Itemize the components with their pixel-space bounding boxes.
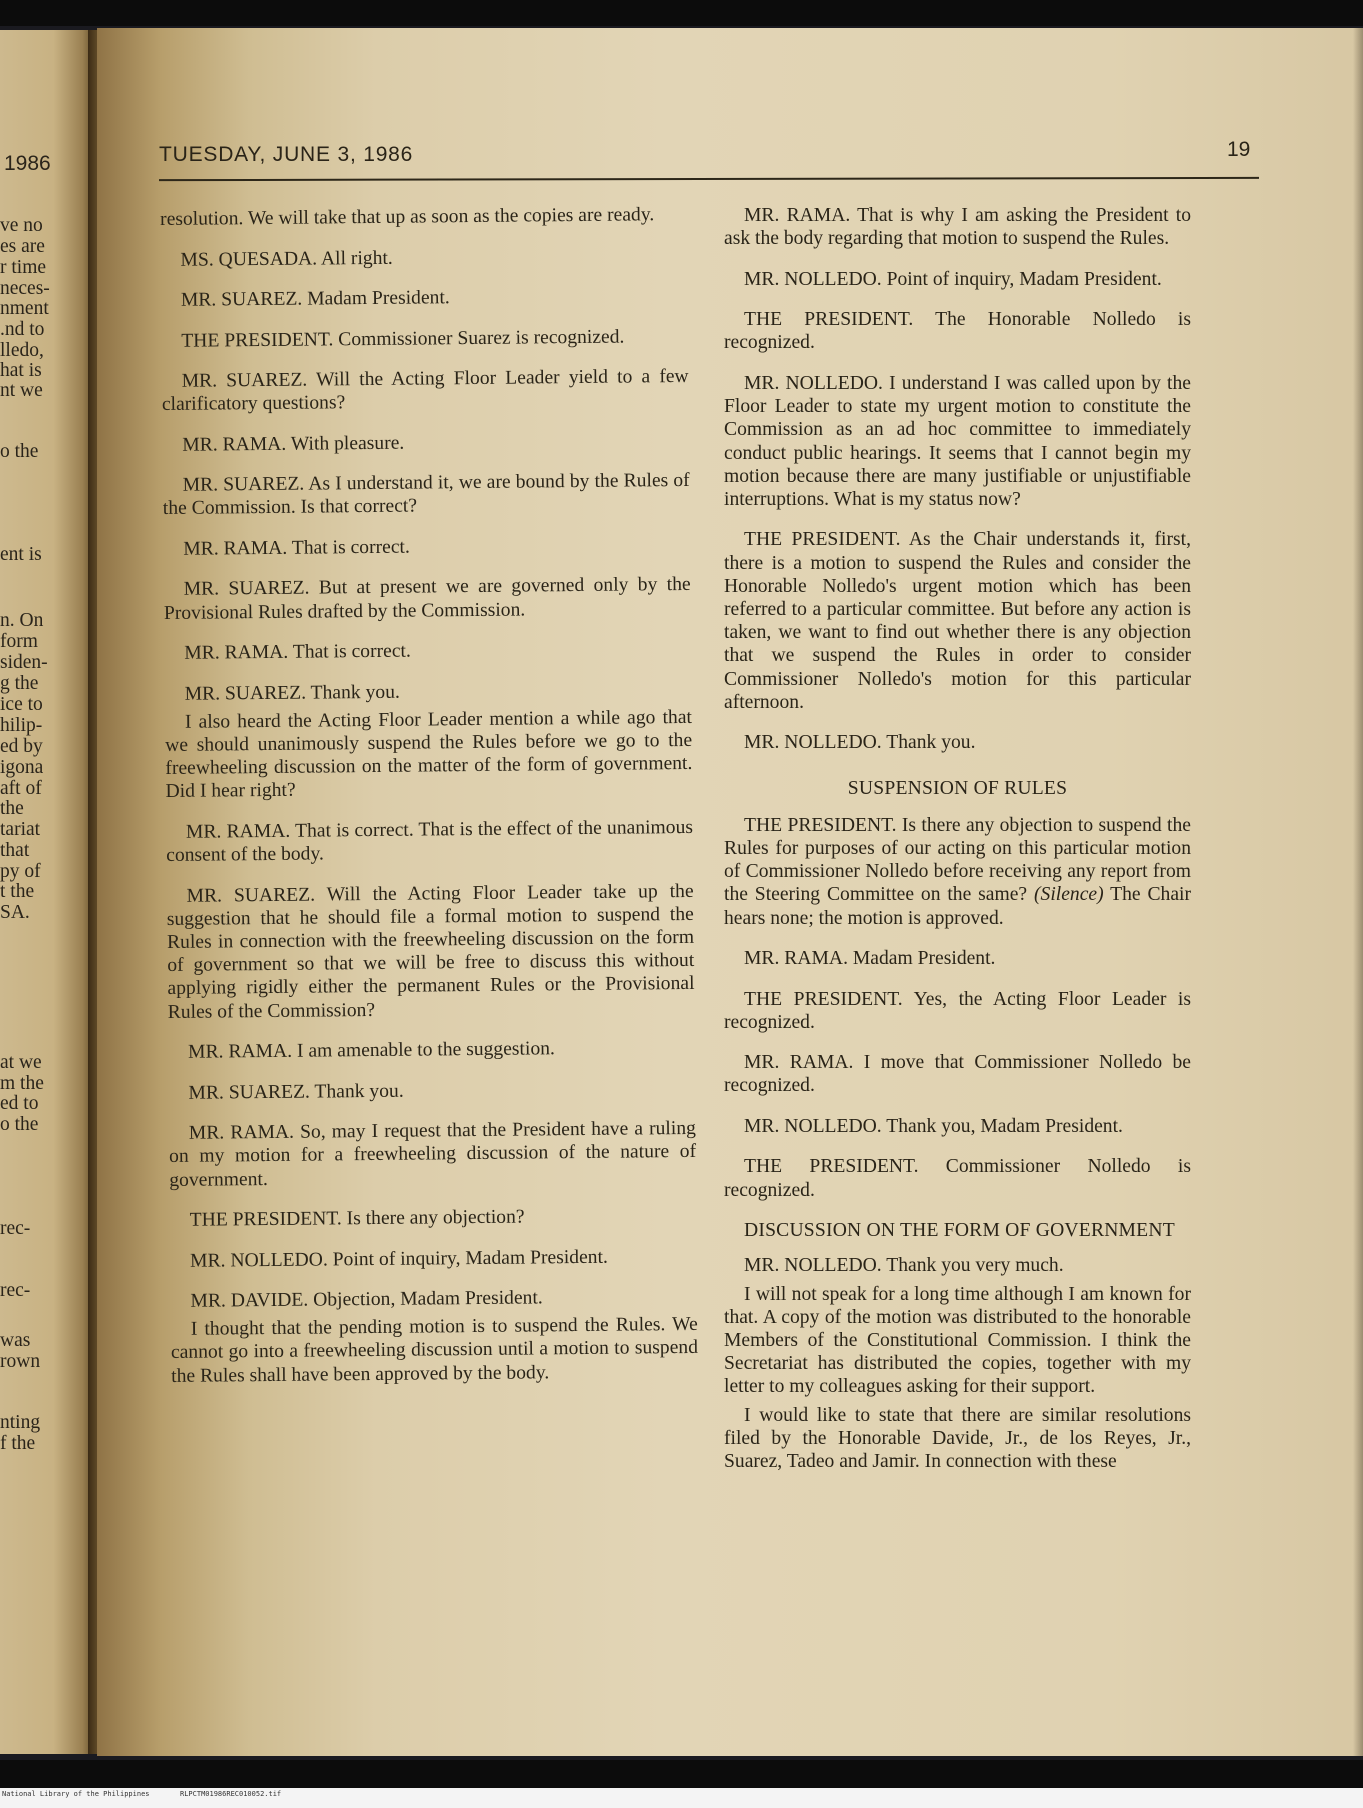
left-page-fragment: ice to bbox=[0, 694, 43, 715]
book-spread bbox=[0, 26, 1363, 1760]
left-page-fragment: hilip- bbox=[0, 715, 43, 736]
transcript-paragraph: MR. DAVIDE. Objection, Madam President. bbox=[190, 1287, 543, 1312]
page-number: 19 bbox=[1227, 138, 1251, 161]
transcript-paragraph: MR. NOLLEDO. Point of inquiry, Madam President. bbox=[190, 1246, 608, 1272]
left-page-fragment: hat is bbox=[0, 360, 42, 381]
left-page-fragment: neces- bbox=[0, 278, 50, 299]
transcript-paragraph: MR. RAMA. With pleasure. bbox=[182, 432, 405, 456]
page-header-date: TUESDAY, JUNE 3, 1986 bbox=[159, 143, 414, 166]
left-page-fragment: was bbox=[0, 1330, 31, 1351]
left-page-fragment: the bbox=[0, 798, 24, 819]
transcript-paragraph: MR. RAMA. So, may I request that the President have a ruling on my motion for a freewheeling discussion of the nature of government. bbox=[169, 1118, 697, 1191]
text-column-right bbox=[724, 204, 1191, 1491]
header-rule bbox=[159, 177, 1259, 181]
scan-footer bbox=[0, 1788, 1363, 1808]
left-page-fragment: n. On bbox=[0, 610, 44, 631]
left-page-fragment: ed to bbox=[0, 1093, 39, 1114]
left-page-year: 1986 bbox=[4, 152, 51, 175]
left-page-fragment: SA. bbox=[0, 902, 30, 923]
section-heading: DISCUSSION ON THE FORM OF GOVERNMENT bbox=[744, 1220, 1175, 1242]
transcript-paragraph: MR. SUAREZ. Madam President. bbox=[180, 287, 450, 311]
transcript-paragraph: I would like to state that there are similar resolutions filed by the Honorable Davide, Jr., de los Reyes, Jr., Suarez, Tadeo and Jamir. In connection with these bbox=[724, 1404, 1191, 1472]
left-page-fragment: f the bbox=[0, 1433, 36, 1454]
left-page-fragment: t the bbox=[0, 881, 35, 902]
transcript-paragraph: I also heard the Acting Floor Leader mention a while ago that we should unanimously suspend the Rules before we go to the freewheeling discussion on the matter of the form of government. Did I hear right? bbox=[165, 706, 693, 803]
transcript-paragraph: MR. RAMA. I move that Commissioner Nolledo be recognized. bbox=[724, 1052, 1191, 1097]
transcript-paragraph: MR. RAMA. That is correct. bbox=[184, 640, 411, 664]
transcript-paragraph: MR. NOLLEDO. Thank you, Madam President. bbox=[744, 1115, 1123, 1137]
left-page-fragment: nting bbox=[0, 1412, 41, 1433]
transcript-paragraph: THE PRESIDENT. Is there any objection? bbox=[189, 1206, 525, 1231]
left-page-fragment: nt we bbox=[0, 380, 43, 401]
transcript-paragraph: MR. NOLLEDO. Thank you very much. bbox=[744, 1255, 1064, 1277]
left-page-fragment: o the bbox=[0, 441, 39, 462]
transcript-paragraph: THE PRESIDENT. The Honorable Nolledo is recognized. bbox=[724, 309, 1191, 354]
left-page-fragment: m the bbox=[0, 1073, 44, 1094]
silence-note: (Silence) bbox=[1034, 884, 1104, 906]
transcript-paragraph: MR. NOLLEDO. Point of inquiry, Madam President. bbox=[744, 268, 1162, 290]
document-page bbox=[97, 28, 1363, 1756]
left-page-fragment: at we bbox=[0, 1052, 42, 1073]
paragraph-text: THE PRESIDENT. Is there any objection to suspend the Rules for purposes of our acting on this particular motion of Commissioner Nolledo before receiving any report from the Steering Committee on the same? bbox=[724, 814, 1191, 906]
left-page-fragment: py of bbox=[0, 861, 41, 882]
left-page-fragment: nment bbox=[0, 298, 49, 319]
transcript-paragraph: MR. NOLLEDO. Thank you. bbox=[744, 732, 976, 754]
transcript-paragraph: MR. SUAREZ. But at present we are governed only by the Provisional Rules drafted by the Commission. bbox=[163, 574, 691, 624]
left-page-fragment: es are bbox=[0, 236, 45, 257]
left-page-fragment: that bbox=[0, 840, 30, 861]
transcript-paragraph: MR. RAMA. Madam President. bbox=[744, 948, 996, 970]
scan-footer-filename: RLPCTM01986REC010052.tif bbox=[180, 1790, 282, 1798]
transcript-paragraph: MR. SUAREZ. As I understand it, we are bound by the Rules of the Commission. Is that correct? bbox=[162, 470, 690, 520]
transcript-paragraph: THE PRESIDENT. Yes, the Acting Floor Leader is recognized. bbox=[724, 988, 1191, 1033]
transcript-paragraph: MS. QUESADA. All right. bbox=[180, 247, 393, 271]
transcript-paragraph: THE PRESIDENT. Commissioner Suarez is recognized. bbox=[181, 326, 625, 352]
paragraph-text-after: The Chair hears none; the motion is approved. bbox=[724, 884, 1191, 929]
left-page-fragment: igona bbox=[0, 757, 44, 778]
left-page-fragment: ent is bbox=[0, 544, 42, 565]
transcript-paragraph: resolution. We will take that up as soon as the copies are ready. bbox=[160, 204, 655, 230]
scan-footer-library: National Library of the Philippines bbox=[2, 1790, 150, 1798]
transcript-paragraph: THE PRESIDENT. As the Chair understands it, first, there is a motion to suspend the Rules and consider the Honorable Nolledo's urgent motion which has been referred to a particular committee. But before any action is taken, we want to find out whether there is any objection that we suspend the Rules in order to consider Commissioner Nolledo's motion for this particular afternoon. bbox=[724, 529, 1191, 713]
left-page-fragment: .nd to bbox=[0, 319, 45, 340]
transcript-paragraph: MR. RAMA. I am amenable to the suggestion. bbox=[188, 1038, 555, 1063]
left-page-fragment: ed by bbox=[0, 736, 43, 757]
left-page-fragment: r time bbox=[0, 257, 47, 278]
section-heading: SUSPENSION OF RULES bbox=[847, 777, 1068, 799]
left-page-fragment: lledo, bbox=[0, 340, 44, 361]
left-page-fragment: rown bbox=[0, 1351, 41, 1372]
transcript-paragraph: MR. SUAREZ. Thank you. bbox=[184, 681, 400, 705]
transcript-paragraph: MR. RAMA. That is correct. bbox=[183, 536, 410, 560]
transcript-paragraph bbox=[724, 814, 1191, 930]
left-page-fragment: aft of bbox=[0, 778, 42, 799]
left-page-fragment: o the bbox=[0, 1114, 39, 1135]
left-page-fragment: form bbox=[0, 631, 38, 652]
transcript-paragraph: MR. SUAREZ. Thank you. bbox=[188, 1080, 404, 1104]
transcript-paragraph: I thought that the pending motion is to suspend the Rules. We cannot go into a freewheeling discussion until a motion to suspend the Rules shall have been approved by the body. bbox=[170, 1314, 699, 1387]
transcript-paragraph: I will not speak for a long time although I am known for that. A copy of the motion was distributed to the honorable Members of the Constitutional Commission. I think the Secretariat has distributed the copies, together with my letter to my colleagues asking for their support. bbox=[724, 1283, 1191, 1398]
left-page-fragment: g the bbox=[0, 673, 39, 694]
left-page-fragment: siden- bbox=[0, 652, 48, 673]
transcript-paragraph: MR. SUAREZ. Will the Acting Floor Leader yield to a few clarificatory questions? bbox=[161, 365, 689, 416]
text-column-left bbox=[160, 203, 698, 1405]
left-page-fragment: rec- bbox=[0, 1218, 31, 1239]
transcript-paragraph: MR. NOLLEDO. I understand I was called upon by the Floor Leader to state my urgent motion to constitute the Commission as an ad hoc committee to immediately conduct public hearings. It seems that I cannot begin my motion because there are many justifiable or unjustifiable interruptions. What is my status now? bbox=[724, 372, 1191, 510]
transcript-paragraph: THE PRESIDENT. Commissioner Nolledo is recognized. bbox=[724, 1156, 1191, 1201]
left-page-fragment: ve no bbox=[0, 215, 43, 236]
transcript-paragraph: MR. RAMA. That is why I am asking the President to ask the body regarding that motion to suspend the Rules. bbox=[724, 205, 1191, 250]
transcript-paragraph: MR. SUAREZ. Will the Acting Floor Leader take up the suggestion that he should file a formal motion to suspend the Rules in connection with the freewheeling discussion on the form of government so that we will be free to discuss this without applying rigidly either the permanent Rules or the Provisional Rules of the Commission? bbox=[166, 880, 695, 1023]
left-page-fragment: rec- bbox=[0, 1280, 31, 1301]
left-page-fragment: tariat bbox=[0, 819, 41, 840]
transcript-paragraph: MR. RAMA. That is correct. That is the effect of the unanimous consent of the body. bbox=[166, 816, 694, 867]
left-page-edge bbox=[0, 30, 97, 1754]
